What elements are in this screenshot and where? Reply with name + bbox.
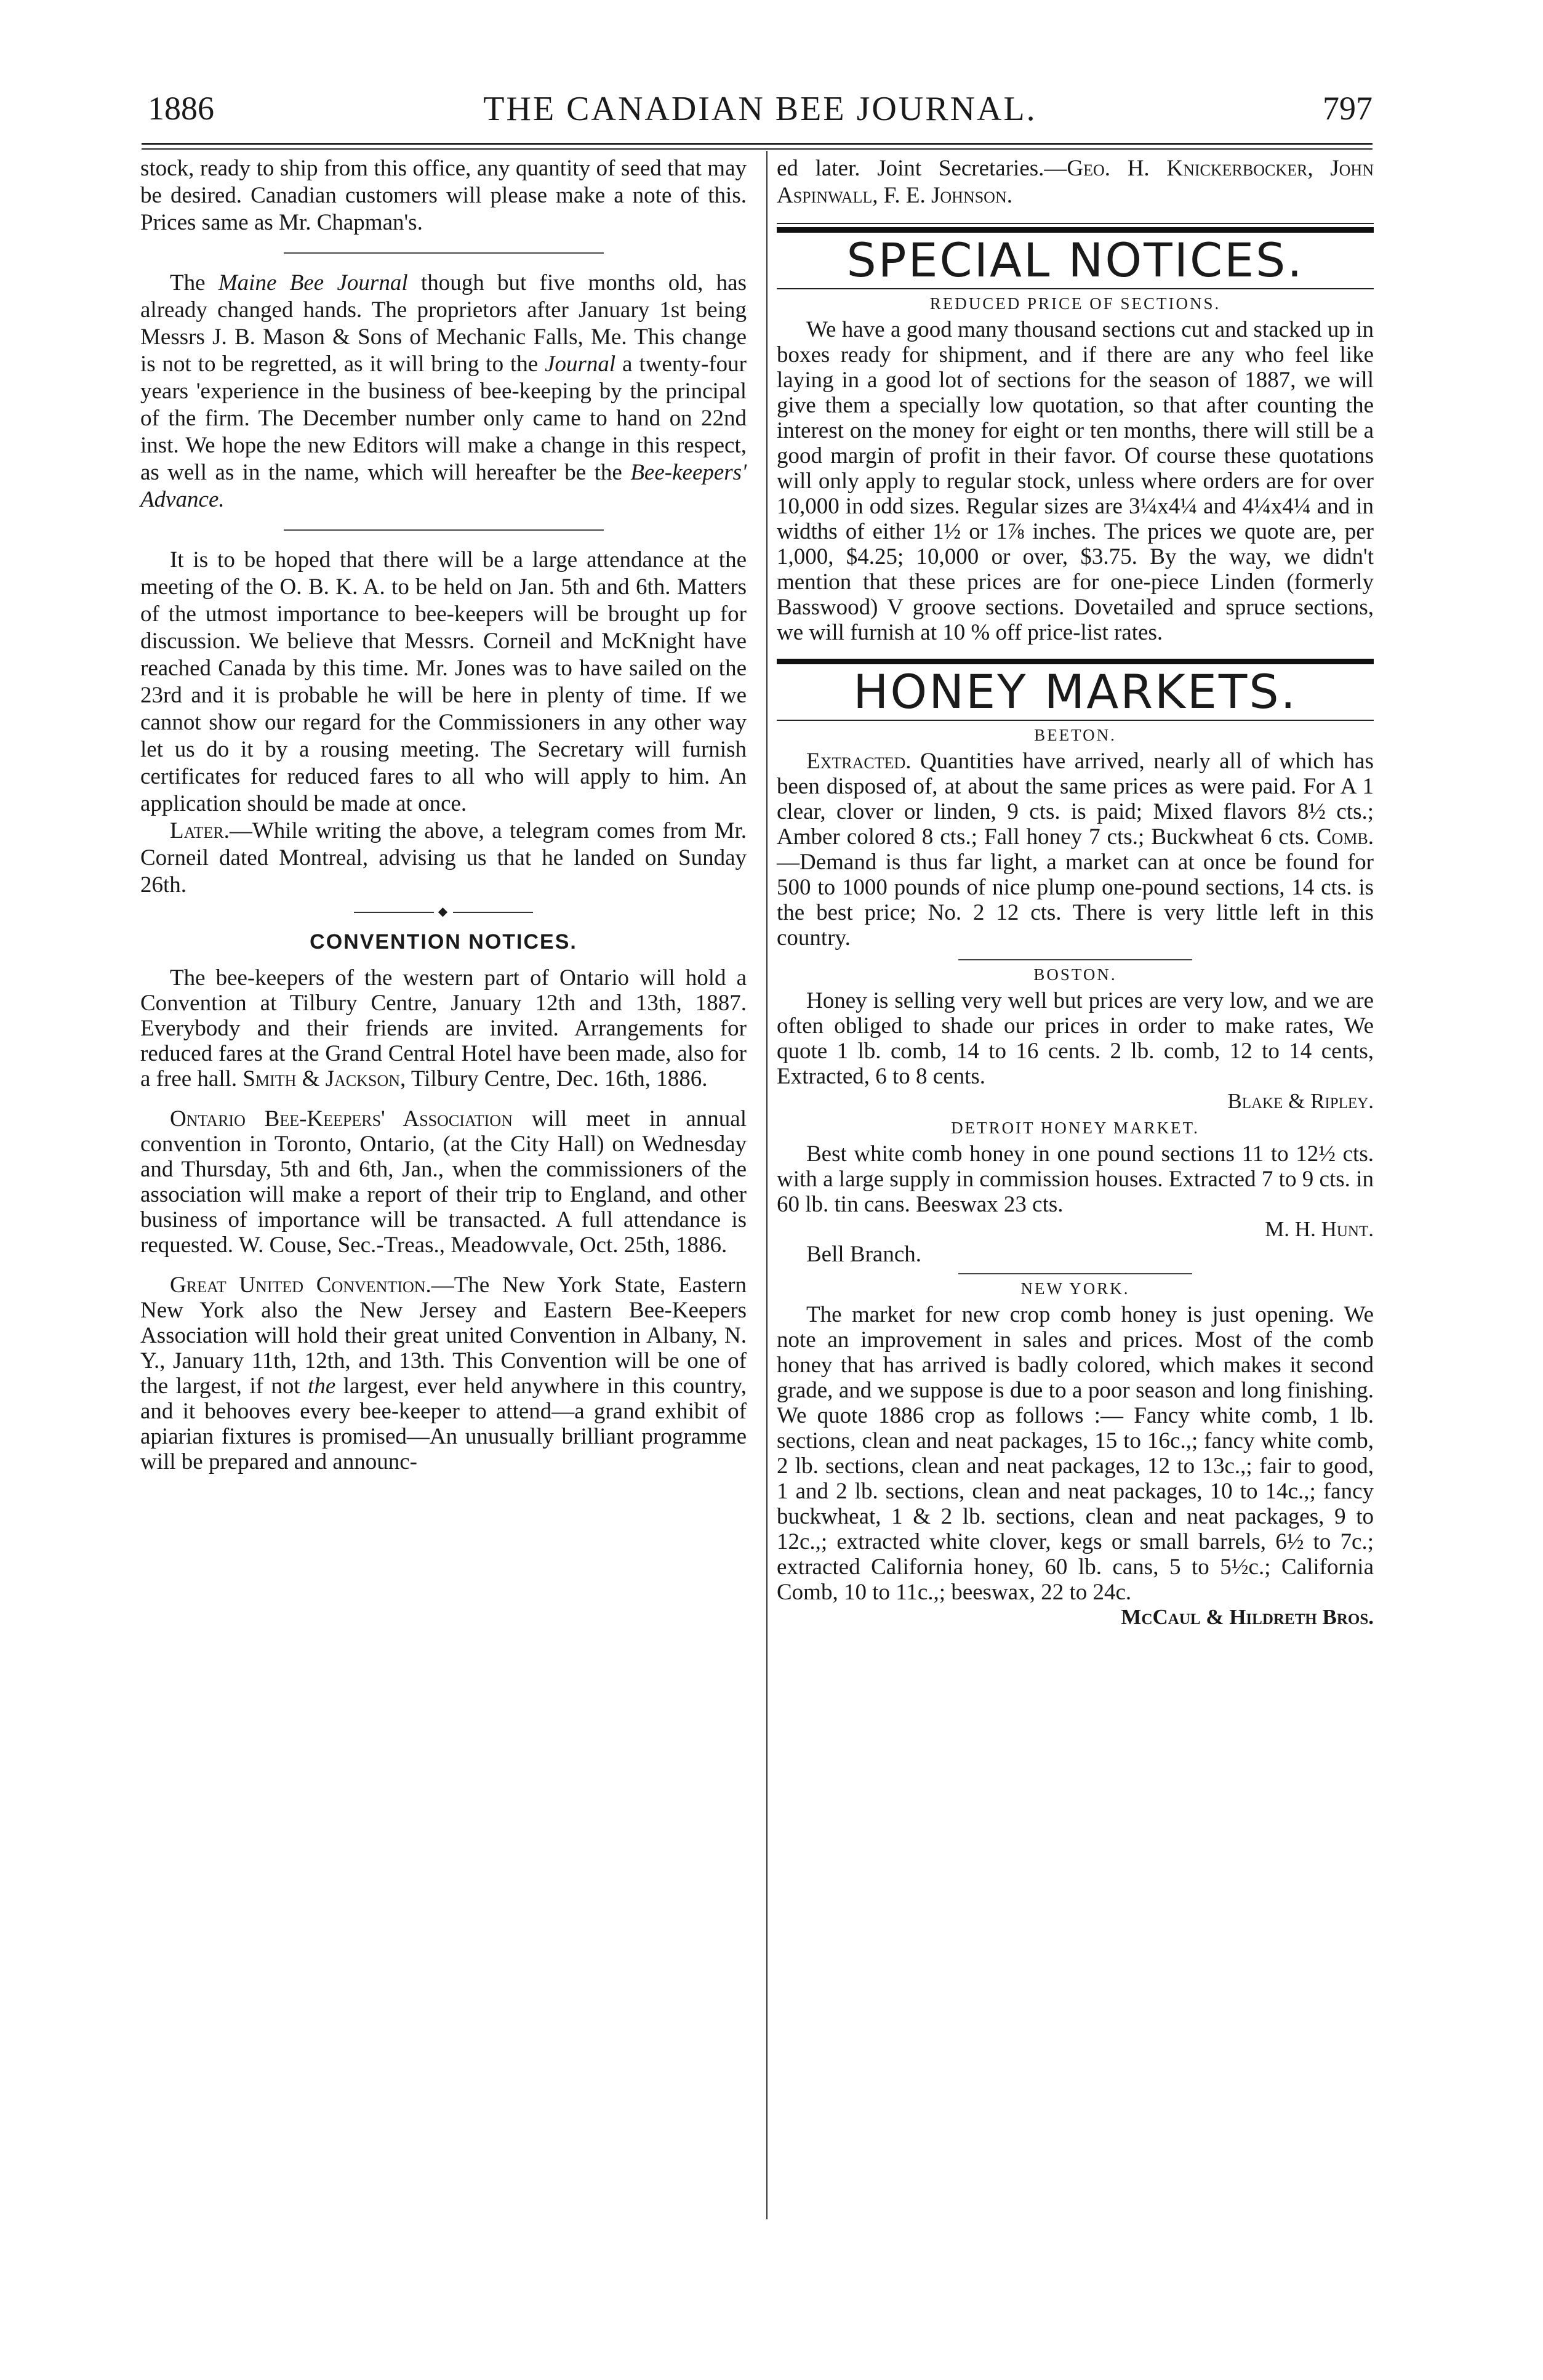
divider-rule <box>284 529 604 531</box>
paragraph-secretaries: ed later. Joint Secretaries.—Geo. H. Knickerbocker, John Aspinwall, F. E. Johnson. <box>777 156 1374 208</box>
boston-heading: BOSTON. <box>1033 965 1117 984</box>
special-notices-rule-thick <box>777 227 1374 233</box>
new-york-heading: NEW YORK. <box>1020 1279 1130 1298</box>
journal-title: THE CANADIAN BEE JOURNAL. <box>483 90 1037 128</box>
boston-signature: Blake & Ripley. <box>1227 1089 1374 1113</box>
paragraph-obka-convention: Ontario Bee-Keepers' Association will meet in annual convention in Toronto, Ontario, (at the City Hall) on Wednesday and Thursday, 5th and 6th, Jan., when the commissioners of the association will make a report of their trip to England, and other business of importance will be transacted. A full attendance is requested. W. Couse, Sec.-Treas., Meadowvale, Oct. 25th, 1886. <box>140 1106 747 1258</box>
paragraph-reduced-price: We have a good many thousand sections cut and stacked up in boxes ready for shipment, and if there are any who feel like laying in a good lot of sections for the season of 1887, we will give them a specially low quotation, so that after counting the interest on the money for eight or ten months, there will still be a good margin of profit in their favor. Of course these quotations will only apply to regular stock, unless where orders are for over 10,000 in odd sizes. Regular sizes are 3¼x4¼ and 4¼x4¼ and in widths of either 1½ or 1⅞ inches. The prices we quote are, per 1,000, $4.25; 10,000 or over, $3.75. By the way, we didn't mention that these prices are for one-piece Linden (formerly Basswood) V groove sections. Dovetailed and spruce sections, we will furnish at 10 % off price-list rates. <box>777 317 1374 645</box>
page-header <box>148 89 1373 139</box>
paragraph-maine-journal: The Maine Bee Journal though but five months old, has already changed hands. The proprietors after January 1st being Messrs J. B. Mason & Sons of Mechanic Falls, Me. This change is not to be regretted, as it will bring to the Journal a twenty-four years 'experience in the business of bee-keeping by the principal of the firm. The December number only came to hand on 22nd inst. We hope the new Editors will make a change in this respect, as well as in the name, which will hereafter be the Bee-keepers' Advance. <box>140 270 747 512</box>
paragraph-new-york: The market for new crop comb honey is just opening. We note an improvement in sales and prices. Most of the comb honey that has arrived is badly colored, which makes it second grade, and we suppose is due to a poor season and long finishing. We quote 1886 crop as follows :— Fancy white comb, 1 lb. sections, clean and neat packages, 15 to 16c.,; fancy white comb, 2 lb. sections, clean and neat packages, 12 to 13c.,; fair to good, 1 and 2 lb. sections, clean and neat packages, 10 to 14c.,; fancy buckwheat, 1 & 2 lb. sections, clean and neat packages, 9 to 12c.,; extracted white clover, kegs or small barrels, 6½ to 7c.; extracted California honey, 60 lb. cans, 5 to 5½c.; California Comb, 10 to 11c.,; beeswax, 22 to 24c. <box>777 1302 1374 1605</box>
honey-markets-rule-bottom <box>777 720 1374 721</box>
ornament-divider: ◆ <box>140 904 747 919</box>
header-rule <box>142 143 1373 145</box>
paragraph-tilbury-convention: The bee-keepers of the western part of Ontario will hold a Convention at Tilbury Centre, January 12th and 13th, 1887. Everybody and their friends are invited. Arrangements for reduced fares at the Grand Central Hotel have been made, also for a free hall. Smith & Jackson, Tilbury Centre, Dec. 16th, 1886. <box>140 965 747 1092</box>
paragraph-boston: Honey is selling very well but prices are very low, and we are often obliged to shade our prices in order to make rates, We quote 1 lb. comb, 14 to 16 cents. 2 lb. comb, 12 to 14 cents, Extracted, 6 to 8 cents. <box>777 988 1374 1089</box>
detroit-heading: DETROIT HONEY MARKET. <box>951 1119 1200 1137</box>
paragraph-obka-meeting: It is to be hoped that there will be a large attendance at the meeting of the O. B. K. A. to be held on Jan. 5th and 6th. Matters of the utmost importance to bee-keepers will be brought up for discussion. We believe that Messrs. Corneil and McKnight have reached Canada by this time. Mr. Jones was to have sailed on the 23rd and it is probable he will be here in plenty of time. If we cannot show our regard for the Commissioners in any other way let us do it by a rousing meeting. The Secretary will furnish certificates for reduced fares to all who will apply to him. An application should be made at once. <box>140 547 747 816</box>
header-rule-2 <box>142 148 1373 150</box>
beeton-heading: BEETON. <box>1034 726 1116 744</box>
paragraph-stock: stock, ready to ship from this office, any quantity of seed that may be desired. Canadian customers will please make a note of this. Prices same as Mr. Chapman's. <box>140 156 747 235</box>
paragraph-beeton: Extracted. Quantities have arrived, nearly all of which has been disposed of, at about the same prices as were paid. For A 1 clear, clover or linden, 9 cts. is paid; Mixed flavors 8½ cts.; Amber colored 8 cts.; Fall honey 7 cts.; Buckwheat 6 cts. Comb.—Demand is thus far light, a market can at once be found for 500 to 1000 pounds of nice plump one-pound sections, 14 cts. is the best price; No. 2 12 cts. There is very little left in this country. <box>777 749 1374 951</box>
convention-notices-heading: CONVENTION NOTICES. <box>310 930 577 954</box>
column-divider <box>766 151 767 2219</box>
right-column <box>777 155 1374 1630</box>
divider-rule <box>284 252 604 254</box>
left-column <box>140 155 747 1474</box>
header-year: 1886 <box>148 90 214 127</box>
paragraph-great-united-convention: Great United Convention.—The New York State, Eastern New York also the New Jersey and Eastern Bee-Keepers Association will hold their great united Convention in Albany, N. Y., January 11th, 12th, and 13th. This Convention will be one of the largest, if not the largest, ever held anywhere in this country, and it behooves every bee-keeper to attend—a grand exhibit of apiarian fixtures is promised—An unusually brilliant programme will be prepared and announc- <box>140 1272 747 1474</box>
reduced-price-heading: REDUCED PRICE OF SECTIONS. <box>929 294 1221 313</box>
special-notices-rule-bottom <box>777 288 1374 289</box>
paragraph-later: Later.—While writing the above, a telegram comes from Mr. Corneil dated Montreal, advising us that he landed on Sunday 26th. <box>140 818 747 898</box>
honey-markets-rule-thick <box>777 659 1374 664</box>
page-number: 797 <box>1323 90 1373 127</box>
detroit-signature: M. H. Hunt. <box>1265 1217 1374 1241</box>
paragraph-detroit: Best white comb honey in one pound sections 11 to 12½ cts. with a large supply in commission houses. Extracted 7 to 9 cts. in 60 lb. tin cans. Beeswax 23 cts. <box>777 1141 1374 1217</box>
honey-markets-heading: HONEY MARKETS. <box>853 664 1297 719</box>
special-notices-heading: SPECIAL NOTICES. <box>846 233 1304 287</box>
divider-rule <box>958 959 1192 960</box>
new-york-signature: McCaul & Hildreth Bros. <box>1121 1605 1374 1629</box>
divider-rule <box>958 1273 1192 1274</box>
detroit-location: Bell Branch. <box>806 1242 922 1267</box>
